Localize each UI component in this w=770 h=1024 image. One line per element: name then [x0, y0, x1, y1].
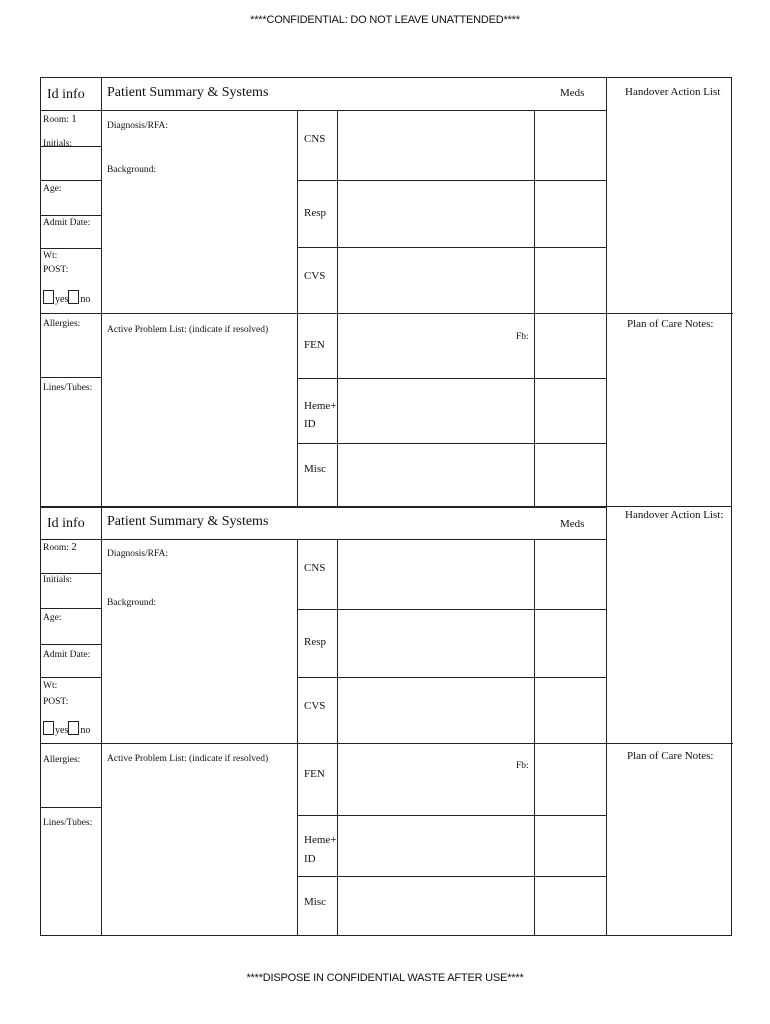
handover-label: Handover Action List: — [625, 509, 724, 521]
confidential-header: ****CONFIDENTIAL: DO NOT LEAVE UNATTENDED**** — [250, 14, 520, 26]
post-label: POST: — [43, 697, 69, 707]
background-field[interactable]: Background: — [107, 598, 157, 608]
patient-section-1 — [40, 77, 732, 507]
col-divider-systems-box — [337, 110, 338, 506]
id-rule-5 — [41, 313, 101, 314]
heme-label: Heme+ — [304, 400, 337, 412]
section-2-top-rule — [41, 507, 606, 508]
id-label: ID — [304, 853, 316, 865]
resp-label: Resp — [304, 636, 326, 648]
room-number: 1 — [71, 113, 77, 125]
sys-rule-2 — [297, 247, 606, 248]
cns-label: CNS — [304, 133, 326, 145]
room-field[interactable] — [43, 113, 77, 125]
fen-label: FEN — [304, 768, 325, 780]
plan-of-care-label: Plan of Care Notes: — [627, 318, 714, 330]
col-divider-meds — [534, 110, 535, 506]
id-label: ID — [304, 418, 316, 430]
col-divider-id — [101, 78, 102, 506]
diagnosis-field[interactable]: Diagnosis/RFA: — [107, 549, 169, 559]
background-field[interactable]: Background: — [107, 165, 157, 175]
no-label: no — [80, 725, 91, 736]
allergies-field[interactable]: Allergies: — [43, 319, 81, 329]
meds-label: Meds — [560, 518, 585, 530]
handover-rule — [606, 743, 733, 744]
lines-tubes-field[interactable]: Lines/Tubes: — [43, 818, 93, 828]
col-divider-handover — [606, 507, 607, 935]
col-divider-handover — [606, 78, 607, 506]
post-options — [43, 721, 90, 736]
fb-label: Fb: — [516, 761, 529, 771]
col-divider-systems — [297, 110, 298, 506]
summary-rule — [101, 743, 297, 744]
handover-label: Handover Action List — [625, 86, 721, 98]
cvs-label: CVS — [304, 700, 326, 712]
wt-field[interactable]: Wt: — [43, 681, 58, 691]
patient-section-2 — [40, 507, 732, 936]
header-rule — [41, 110, 606, 111]
room-label: Room: — [43, 115, 69, 125]
sys-rule-4 — [297, 378, 606, 379]
id-rule-3 — [41, 644, 101, 645]
post-yes-checkbox[interactable] — [43, 721, 54, 735]
sys-rule-2 — [297, 677, 606, 678]
admit-date-field[interactable]: Admit Date: — [43, 218, 91, 228]
no-label: no — [80, 294, 91, 305]
active-problem-field[interactable]: Active Problem List: (indicate if resolved) — [107, 325, 269, 335]
sys-rule-3 — [297, 743, 606, 744]
sys-rule-5 — [297, 443, 606, 444]
summary-rule — [101, 313, 297, 314]
wt-field[interactable]: Wt: — [43, 251, 58, 261]
sys-rule-3 — [297, 313, 606, 314]
room-number: 2 — [71, 541, 77, 553]
yes-label: yes — [55, 725, 69, 736]
misc-label: Misc — [304, 463, 326, 475]
dispose-footer: ****DISPOSE IN CONFIDENTIAL WASTE AFTER USE**** — [246, 972, 524, 984]
post-no-checkbox[interactable] — [68, 721, 79, 735]
id-rule-5 — [41, 743, 101, 744]
id-rule-4 — [41, 248, 101, 249]
summary-title: Patient Summary & Systems — [107, 514, 269, 529]
fen-label: FEN — [304, 339, 325, 351]
allergies-field[interactable]: Allergies: — [43, 755, 81, 765]
id-rule-6 — [41, 807, 101, 808]
age-field[interactable]: Age: — [43, 613, 62, 623]
id-rule-6 — [41, 377, 101, 378]
misc-label: Misc — [304, 896, 326, 908]
post-options — [43, 290, 90, 305]
plan-of-care-label: Plan of Care Notes: — [627, 750, 714, 762]
id-rule-4 — [41, 677, 101, 678]
fb-label: Fb: — [516, 332, 529, 342]
id-rule-2 — [41, 608, 101, 609]
heme-label: Heme+ — [304, 834, 337, 846]
cvs-label: CVS — [304, 270, 326, 282]
active-problem-field[interactable]: Active Problem List: (indicate if resolved) — [107, 754, 269, 764]
age-field[interactable]: Age: — [43, 184, 62, 194]
header-rule — [41, 539, 606, 540]
room-field[interactable] — [43, 541, 77, 553]
resp-label: Resp — [304, 207, 326, 219]
sys-rule-5 — [297, 876, 606, 877]
post-yes-checkbox[interactable] — [43, 290, 54, 304]
admit-date-field[interactable]: Admit Date: — [43, 650, 91, 660]
initials-field[interactable]: Initials: — [43, 139, 73, 149]
id-rule-3 — [41, 215, 101, 216]
id-rule-1 — [41, 573, 101, 574]
post-no-checkbox[interactable] — [68, 290, 79, 304]
sys-rule-4 — [297, 815, 606, 816]
id-info-title: Id info — [47, 516, 85, 531]
summary-title: Patient Summary & Systems — [107, 85, 269, 100]
cns-label: CNS — [304, 562, 326, 574]
room-label: Room: — [43, 543, 69, 553]
yes-label: yes — [55, 294, 69, 305]
sys-rule-1 — [297, 180, 606, 181]
id-rule-2 — [41, 180, 101, 181]
col-divider-id — [101, 507, 102, 935]
meds-label: Meds — [560, 87, 585, 99]
post-label: POST: — [43, 265, 69, 275]
id-info-title: Id info — [47, 87, 85, 102]
lines-tubes-field[interactable]: Lines/Tubes: — [43, 383, 93, 393]
sys-rule-1 — [297, 609, 606, 610]
handover-rule — [606, 313, 733, 314]
diagnosis-field[interactable]: Diagnosis/RFA: — [107, 121, 169, 131]
initials-field[interactable]: Initials: — [43, 575, 73, 585]
